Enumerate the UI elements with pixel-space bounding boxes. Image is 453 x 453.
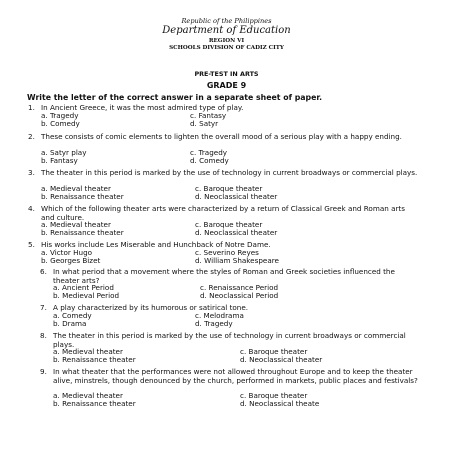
option-b: b. Comedy	[41, 119, 80, 128]
option-b: b. Georges Bizet	[41, 256, 101, 265]
question-number: 1.	[28, 103, 35, 112]
test-title: PRE-TEST IN ARTS	[194, 70, 259, 78]
question-3	[28, 169, 418, 178]
option-b: b. Fantasy	[41, 156, 78, 165]
question-text: In what theater that the performances were not allowed throughout Europe and to keep the theater alive, minstrels, though denounced by the church, performed in markets, public places and festivals?	[53, 367, 418, 385]
option-d: d. Neoclassical theate	[240, 399, 320, 408]
option-a: a. Tragedy	[41, 111, 79, 120]
option-a: a. Medieval theater	[53, 347, 123, 356]
question-text: His works include Les Miserable and Hunchback of Notre Dame.	[41, 240, 271, 249]
question-text: Which of the following theater arts were characterized by a return of Classical Greek and Roman arts and culture.	[41, 204, 405, 222]
option-c: c. Baroque theater	[195, 184, 263, 193]
question-number: 5.	[28, 240, 35, 249]
option-c: c. Melodrama	[195, 311, 244, 320]
option-c: c. Baroque theater	[240, 391, 308, 400]
option-c: c. Fantasy	[190, 111, 227, 120]
question-number: 3.	[28, 168, 35, 177]
question-text: The theater in this period is marked by the use of technology in current broadways or commercial plays.	[41, 168, 418, 177]
option-c: c. Baroque theater	[195, 220, 263, 229]
option-d: d. Comedy	[190, 156, 229, 165]
question-number: 6.	[40, 267, 47, 276]
question-text: A play characterized by its humorous or satirical tone.	[53, 303, 249, 312]
option-a: a. Medieval theater	[53, 391, 123, 400]
question-number: 9.	[40, 367, 47, 376]
option-a: a. Medieval theater	[41, 220, 111, 229]
republic-line: Republic of the Philippines	[181, 17, 272, 25]
question-text: In what period that a movement where the styles of Roman and Greek societies influenced the theater arts?	[53, 267, 395, 285]
option-a: a. Comedy	[53, 311, 92, 320]
division-line: SCHOOLS DIVISION OF CADIZ CITY	[169, 45, 284, 51]
question-9	[40, 368, 418, 385]
region-line: REGION VI	[208, 38, 245, 44]
question-number: 8.	[40, 331, 47, 340]
option-d: d. Satyr	[190, 119, 219, 128]
option-d: d. Neoclassical theater	[240, 355, 323, 364]
question-text: The theater in this period is marked by the use of technology in current broadways or commercial plays.	[53, 331, 406, 349]
option-b: b. Renaissance theater	[41, 228, 124, 237]
option-c: c. Tragedy	[190, 148, 228, 157]
question-text: These consists of comic elements to lighten the overall mood of a serious play with a happy ending.	[41, 132, 402, 141]
question-number: 2.	[28, 132, 35, 141]
option-b: b. Renaissance theater	[41, 192, 124, 201]
option-b: b. Medieval Period	[53, 291, 120, 300]
question-number: 4.	[28, 204, 35, 213]
option-a: a. Victor Hugo	[41, 248, 93, 257]
department-title: Department of Education	[162, 25, 291, 36]
option-c: c. Renaissance Period	[200, 283, 279, 292]
option-d: d. William Shakespeare	[195, 256, 279, 265]
option-d: d. Neoclassical theater	[195, 228, 278, 237]
question-number: 7.	[40, 303, 47, 312]
grade-label: GRADE 9	[206, 81, 247, 90]
option-d: d. Tragedy	[195, 319, 233, 328]
instructions: Write the letter of the correct answer in a separate sheet of paper.	[27, 93, 323, 102]
option-b: b. Renaissance theater	[53, 399, 136, 408]
question-text: In Ancient Greece, it was the most admired type of play.	[41, 103, 244, 112]
option-c: c. Severino Reyes	[195, 248, 259, 257]
option-d: d. Neoclassical Period	[200, 291, 279, 300]
option-b: b. Renaissance theater	[53, 355, 136, 364]
option-a: a. Ancient Period	[53, 283, 114, 292]
option-c: c. Baroque theater	[240, 347, 308, 356]
option-a: a. Medieval theater	[41, 184, 111, 193]
question-2	[28, 133, 418, 142]
option-d: d. Neoclassical theater	[195, 192, 278, 201]
option-b: b. Drama	[53, 319, 87, 328]
option-a: a. Satyr play	[41, 148, 87, 157]
